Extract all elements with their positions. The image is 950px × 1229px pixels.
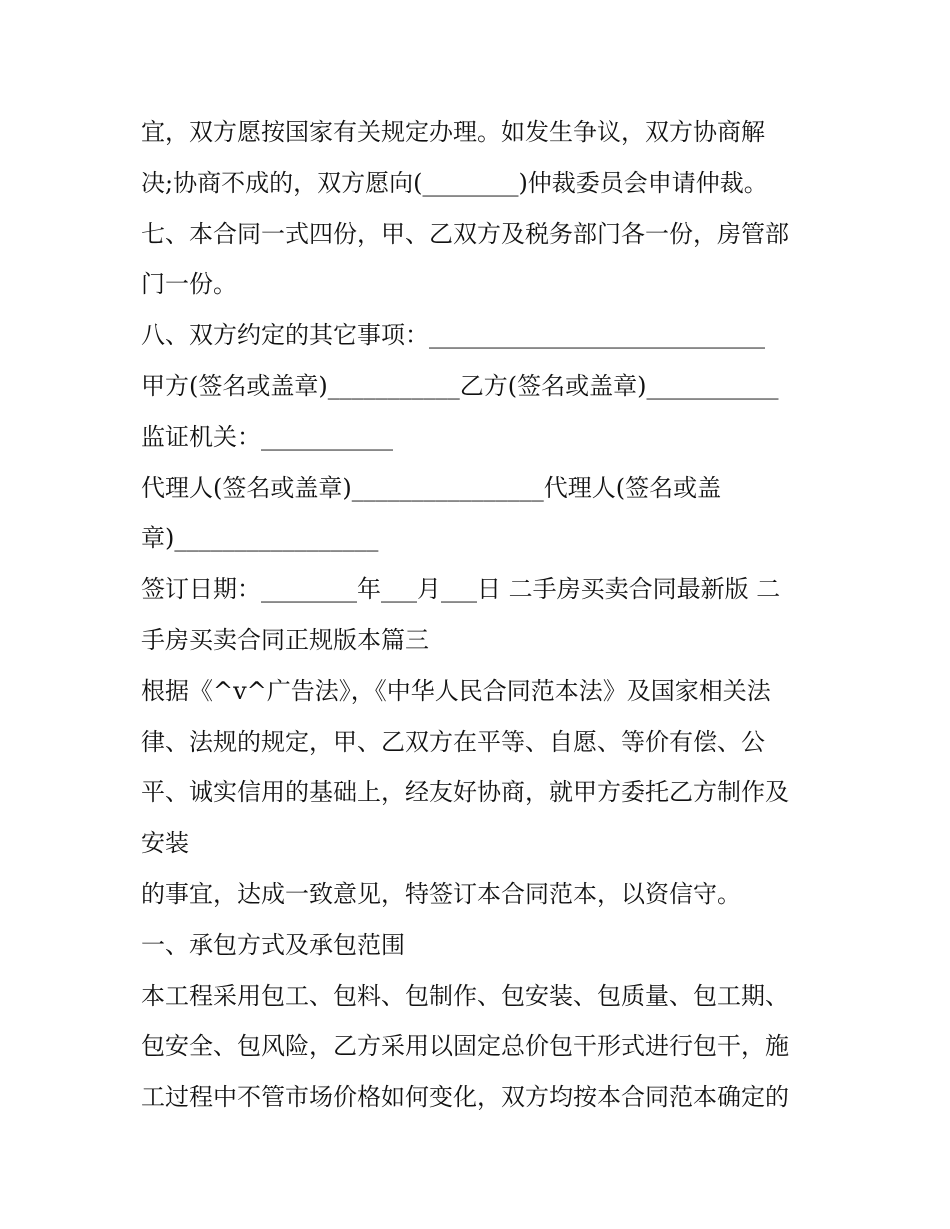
text-line: 本工程采用包工、包料、包制作、包安装、包质量、包工期、 (141, 981, 789, 1010)
text-line: 门一份。 (141, 270, 237, 299)
text-line: 宜，双方愿按国家有关规定办理。如发生争议，双方协商解 (141, 118, 765, 146)
text-line: 甲方(签名或盖章)___________乙方(签名或盖章)___________ (141, 371, 779, 400)
document-body (141, 107, 821, 1123)
text-line: 律、法规的规定，甲、乙双方在平等、自愿、等价有偿、公 (141, 727, 765, 756)
text-line: 根据《^v^广告法》，《中华人民合同范本法》及国家相关法 (141, 676, 771, 705)
text-line: 签订日期：________年___月___日 二手房买卖合同最新版 二 (141, 575, 781, 604)
text-line: 的事宜，达成一致意见，特签订本合同范本，以资信守。 (141, 879, 741, 908)
text-line: 章)_________________ (141, 524, 379, 553)
text-line: 一、承包方式及承包范围 (141, 930, 405, 959)
text-line: 手房买卖合同正规版本篇三 (141, 625, 429, 654)
text-line: 安装 (141, 829, 189, 858)
text-line: 八、双方约定的其它事项：____________________________ (141, 321, 765, 350)
text-line: 工过程中不管市场价格如何变化，双方均按本合同范本确定的 (141, 1083, 789, 1112)
text-line: 七、本合同一式四份，甲、乙双方及税务部门各一份，房管部 (141, 219, 789, 248)
text-line: 平、诚实信用的基础上，经友好协商，就甲方委托乙方制作及 (141, 778, 789, 807)
text-line: 决;协商不成的，双方愿向(________)仲裁委员会申请仲裁。 (141, 168, 768, 197)
text-line: 监证机关：___________ (141, 422, 393, 451)
text-line: 代理人(签名或盖章)________________代理人(签名或盖 (141, 473, 722, 502)
text-line: 包安全、包风险，乙方采用以固定总价包干形式进行包干，施 (141, 1032, 789, 1061)
